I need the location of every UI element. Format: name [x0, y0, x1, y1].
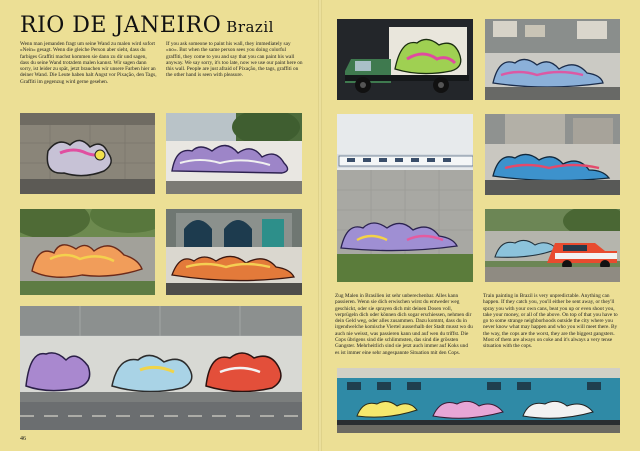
photo-wall-graffiti-3: [20, 209, 155, 295]
photo-wall-graffiti-1: [20, 113, 155, 194]
photo-wall-graffiti-2: [166, 113, 302, 194]
body-text-german-2: Zug Malen in Brasilien ist sehr unberechenbar. Alles kann passieren. Wenn sie dich erwischen wirst du entweder weg geschickt, oder sie sprayen dich mit deinen Dosen voll, verprügeln dich oder können dich sogar erschiessen, nehmen dir dein Geld weg, oder alles zusammen. Dazu kommt, dass du in irgendwelche komische Viertel ausserhalb der Stadt musst wo du auch nie weisst, was passieren kann und auf wen du triffst. Die Cops übrigens sind die schlimmsten, das sind die grössten Gangster. Mehrheitlich sind sie jetzt auch immer auf Koks und es ist immer eine sehr angespannte Situation mit den Cops.: [335, 293, 473, 356]
title-city: RIO DE JANEIRO: [20, 13, 222, 38]
page-gutter: [318, 0, 322, 451]
photo-truck-graffiti: [337, 19, 473, 100]
body-text-german-1: Wenn man jemanden fragt um seine Wand zu malen wird sofort »Nein« gesagt. Wenn die gleiche Person aber sieht, dass du farbiges Graffiti machst kommen sie dann zu dir und sagen, dass du seine Wand trotzdem malen kannst. Wir sagen dann sorry, ist leider zu spät, jetzt brauchen wir unsere Farben hier an deiner Wand. Die Leute haben halt Angst vor Pixação, den Tags, Graffiti im gegenzug wird gerne gesehen.: [20, 41, 157, 85]
photo-wall-graffiti-5: [485, 19, 620, 100]
photo-train: [337, 368, 620, 433]
photo-car-wall: [485, 209, 620, 282]
body-text-english-1: If you ask someone to paint his wall, they immediately say »no«. But when the same person sees you doing colorful graffiti, they come to you and say that you can paint his wall anyway. We say sorry, it's too late, now we use our paint here on this wall. People are just afraid of Pixação, the tags, graffiti on the other hand is seen with pleasure.: [166, 41, 303, 79]
photo-long-wall: [20, 306, 302, 430]
title-country: Brazil: [226, 18, 274, 36]
photo-wall-graffiti-6: [337, 114, 473, 282]
body-text-english-2: Train painting in Brazil is very unpredictable. Anything can happen. If they catch you, you'll either be sent away, or they'll spray you with your own cans, beat you up or even shoot you, take your money, or all of the above. On top of that you have to go to some strange neighborhoods outside the city where you never know what may happen and who you will meet there. By the way, the cops are the worst, they are the biggest gangsters. Most of them are always on coke and it's always a very tense situation with the cops.: [483, 293, 618, 350]
photo-wall-graffiti-7: [485, 114, 620, 195]
photo-wall-graffiti-4: [166, 209, 302, 295]
page-title: [20, 14, 274, 39]
page-number: 46: [20, 436, 26, 442]
